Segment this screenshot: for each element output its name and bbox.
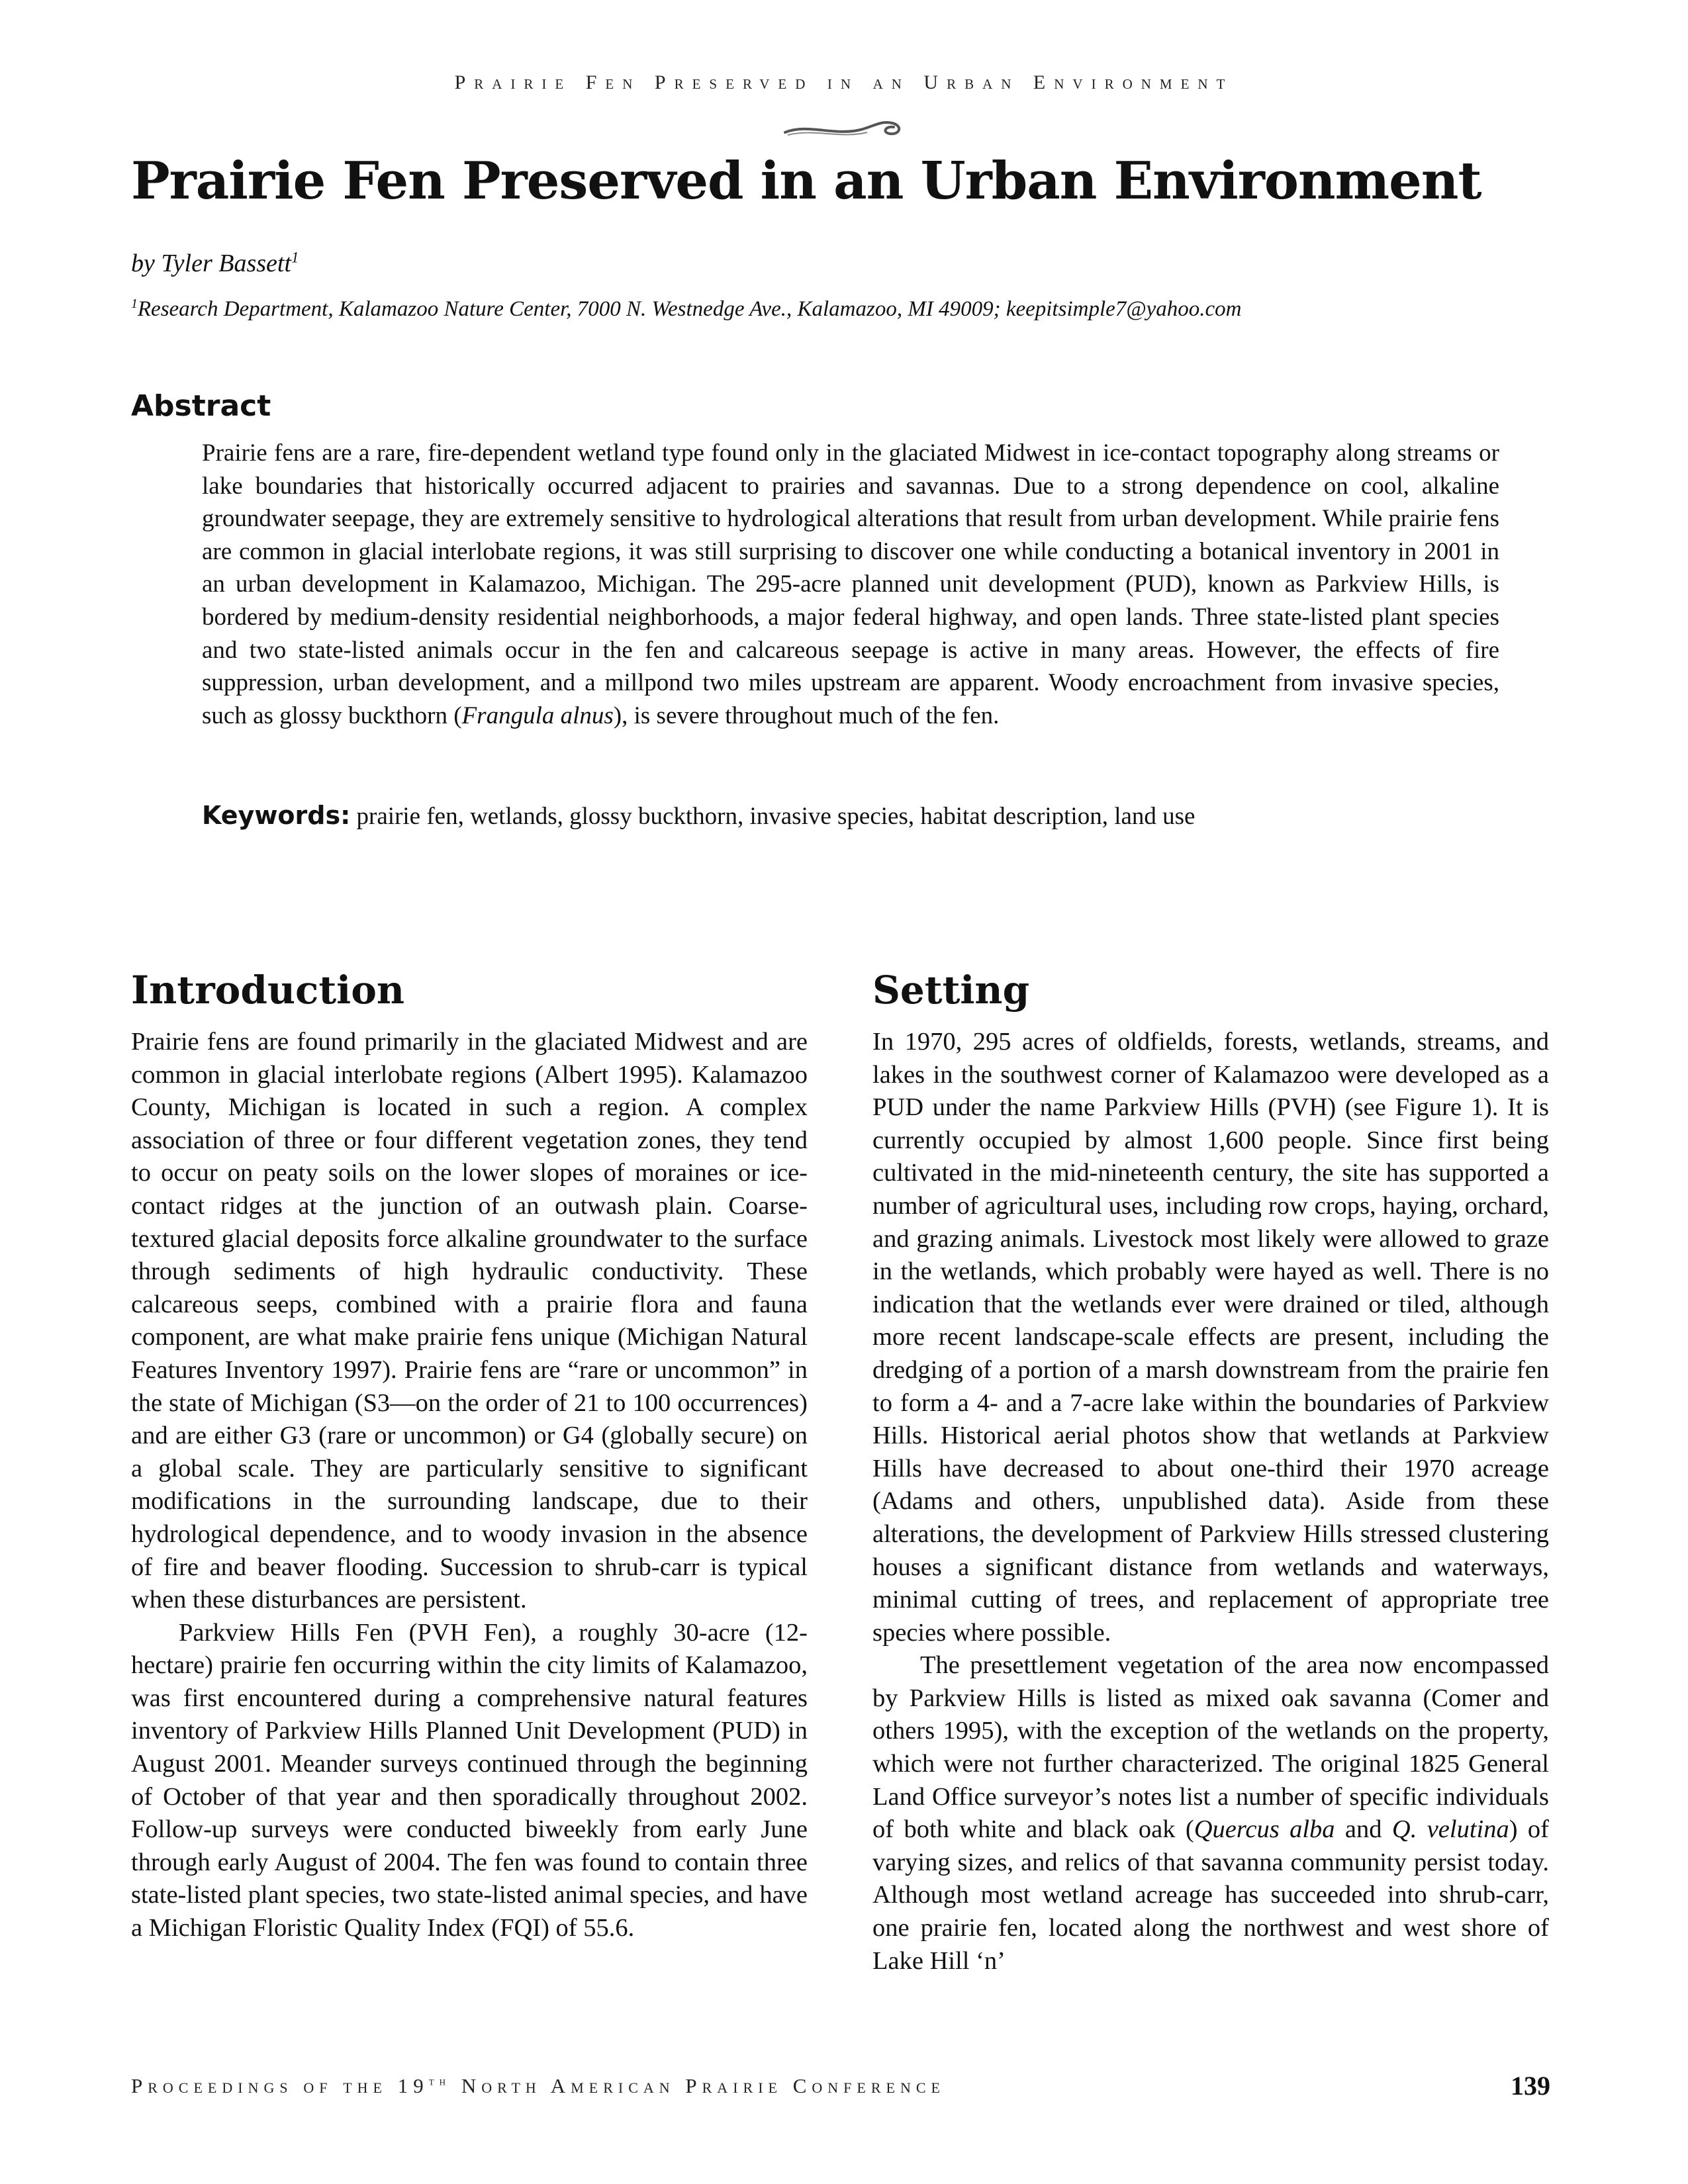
setting-heading: Setting [872,968,1030,1013]
affiliation-footnote-mark: 1 [131,296,138,311]
introduction-column [131,1026,808,1945]
species-quercus-alba: Quercus alba [1194,1815,1335,1844]
setting-column [872,1026,1549,1978]
keywords-line [202,799,1499,833]
abstract-text-end: ), is severe throughout much of the fen. [613,702,1000,729]
keywords-text: prairie fen, wetlands, glossy buckthorn, invasive species, habitat description, land use [356,803,1196,830]
keywords-label: Keywords: [202,801,351,830]
proceedings-footer [131,2074,945,2098]
species-q-velutina: Q. velutina [1391,1815,1509,1844]
article-title: Prairie Fen Preserved in an Urban Environment [131,151,1481,211]
affiliation-text: Research Department, Kalamazoo Nature Center, 7000 N. Westnedge Ave., Kalamazoo, MI 49009; keepitsimple7@yahoo.com [137,297,1242,321]
author-name: by Tyler Bassett [131,250,292,277]
abstract-heading: Abstract [131,389,271,423]
introduction-paragraph-1: Prairie fens are found primarily in the glaciated Midwest and are common in glacial interlobate regions (Albert 1995). Kalamazoo County, Michigan is located in such a region. A complex association of three or four different vegetation zones, they tend to occur on peaty soils on the lower slopes of moraines or ice-contact ridges at the junction of an outwash plain. Coarse-textured glacial deposits force alkaline groundwater to the surface through sediments of high hydraulic conductivity. These calcareous seeps, combined with a prairie flora and fauna component, are what make prairie fens unique (Michigan Natural Features Inventory 1997). Prairie fens are “rare or uncommon” in the state of Michigan (S3—on the order of 21 to 100 occurrences) and are either G3 (rare or uncommon) or G4 (globally secure) on a global scale. They are particularly sensitive to significant modifications in the surrounding landscape, due to their hydrological dependence, and to woody invasion in the absence of fire and beaver flooding. Succession to shrub-carr is typical when these disturbances are persistent. [131,1028,808,1614]
page-number: 139 [1511,2071,1550,2101]
swash-ornament-icon [781,116,907,143]
setting-p2-text-end: ) of varying sizes, and relics of that savanna community persist today. Although most wetland acreage has succeeded into shrub-carr, one prairie fen, located along the northwest and west shore of Lake Hill ‘n’ [872,1815,1550,1975]
setting-paragraph-2 [872,1649,1549,1978]
footer-text: Proceedings of the 19 [131,2074,429,2097]
abstract-text: Prairie fens are a rare, fire-dependent wetland type found only in the glaciated Midwest in ice-contact topography along streams or lake boundaries that historically occurred adjacent to prairies and savannas. Due to a strong dependence on cool, alkaline groundwater seepage, they are extremely sensitive to hydrological alterations that result from urban development. While prairie fens are common in glacial interlobate regions, it was still surprising to discover one while conducting a botanical inventory in 2001 in an urban development in Kalamazoo, Michigan. The 295-acre planned unit development (PUD), known as Parkview Hills, is bordered by medium-density residential neighborhoods, a major federal highway, and open lands. Three state-listed plant species and two state-listed animals occur in the fen and calcareous seepage is active in many areas. However, the effects of fire suppression, urban development, and a millpond two miles upstream are apparent. Woody encroachment from invasive species, such as glossy buckthorn ( [202,439,1499,729]
setting-p2-text: The presettlement vegetation of the area now encompassed by Parkview Hills is listed as mixed oak savanna (Comer and others 1995), with the exception of the wetlands on the property, which were not further characterized. The original 1825 General Land Office surveyor’s notes list a number of specific individuals of both white and black oak ( [872,1651,1549,1844]
abstract-species-italic: Frangula alnus [461,702,614,729]
running-head: Prairie Fen Preserved in an Urban Environment [454,71,1234,93]
author-byline [131,249,299,278]
footer-text-end: North American Prairie Conference [451,2074,945,2097]
author-footnote-mark: 1 [291,249,299,266]
footer-ordinal: th [428,2074,451,2089]
introduction-heading: Introduction [131,968,405,1013]
setting-paragraph-1: In 1970, 295 acres of oldfields, forests, wetlands, streams, and lakes in the southwest corner of Kalamazoo were developed as a PUD under the name Parkview Hills (PVH) (see Figure 1). It is currently occupied by almost 1,600 people. Since first being cultivated in the mid-nineteenth century, the site has supported a number of agricultural uses, including row crops, haying, orchard, and grazing animals. Livestock most likely were allowed to graze in the wetlands, which probably were hayed as well. There is no indication that the wetlands ever were drained or tiled, although more recent landscape-scale effects are present, including the dredging of a portion of a marsh downstream from the prairie fen to form a 4- and a 7-acre lake within the boundaries of Parkview Hills. Historical aerial photos show that wetlands at Parkview Hills have decreased to about one-third their 1970 acreage (Adams and others, unpublished data). Aside from these alterations, the development of Parkview Hills stressed clustering houses a significant distance from wetlands and waterways, minimal cutting of trees, and replacement of appropriate tree species where possible. [872,1028,1549,1647]
author-affiliation [131,296,1587,322]
abstract-body [202,437,1499,732]
setting-p2-conjunction: and [1335,1815,1392,1844]
introduction-paragraph-2: Parkview Hills Fen (PVH Fen), a roughly 30-acre (12-hectare) prairie fen occurring within the city limits of Kalamazoo, was first encountered during a comprehensive natural features inventory of Parkview Hills Planned Unit Development (PUD) in August 2001. Meander surveys continued through the beginning of October of that year and then sporadically throughout 2002. Follow-up surveys were conducted biweekly from early June through early August of 2004. The fen was found to contain three state-listed plant species, two state-listed animal species, and have a Michigan Floristic Quality Index (FQI) of 55.6. [131,1618,808,1942]
